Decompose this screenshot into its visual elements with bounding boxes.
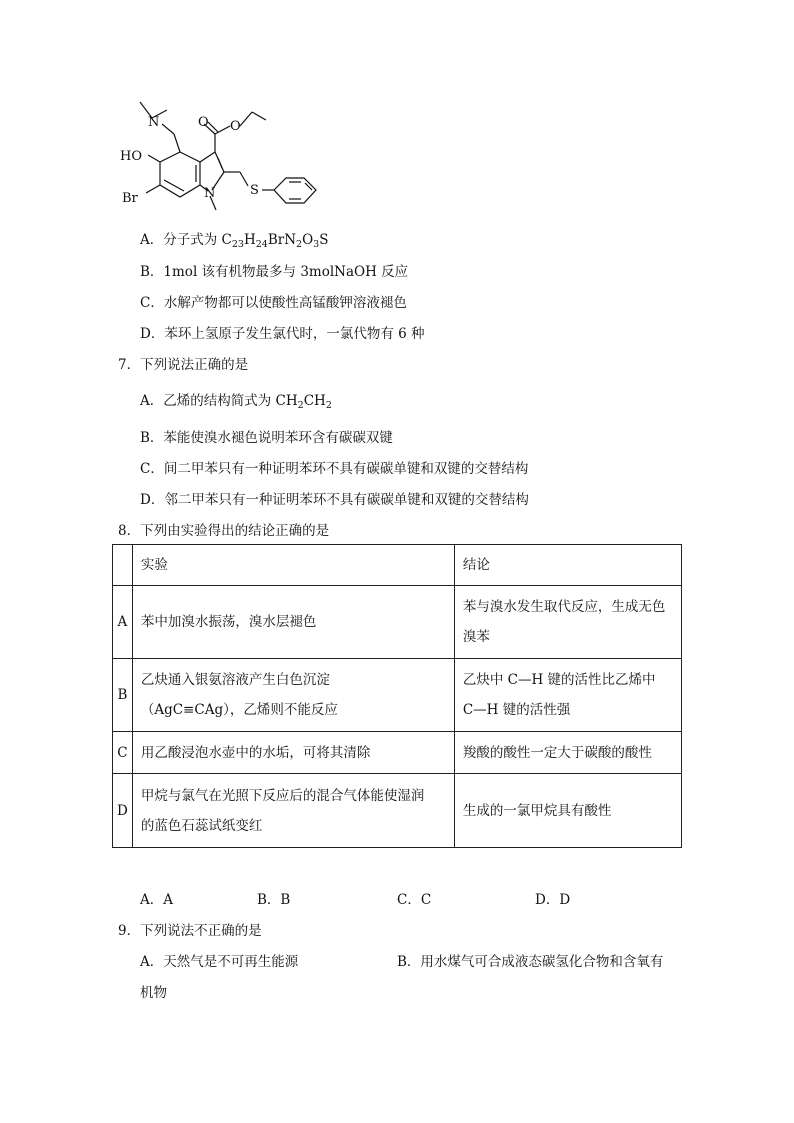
q6-option-a-brn: BrN <box>267 232 297 248</box>
q6-option-c: C．水解产物都可以使酸性高锰酸钾溶液褪色 <box>140 295 407 311</box>
row-experiment <box>132 774 454 848</box>
q7-option-d: D．邻二甲苯只有一种证明苯环不具有碳碳单键和双键的交替结构 <box>140 492 529 508</box>
conclusion-text: 乙炔中 C—H 键的活性比乙烯中 C—H 键的活性强 <box>462 672 656 718</box>
table-row <box>113 659 682 732</box>
q8-option-a: A．A <box>140 892 173 908</box>
q6-option-d: D．苯环上氢原子发生氯代时，一氯代物有 6 种 <box>140 326 425 342</box>
q7-option-c: C．间二甲苯只有一种证明苯环不具有碳碳单键和双键的交替结构 <box>140 461 529 477</box>
row-label: A <box>113 586 133 659</box>
table-row <box>113 774 682 848</box>
q6-option-a-prefix: A．分子式为 C <box>140 232 232 248</box>
header-cell-conclusion: 结论 <box>454 545 681 586</box>
q8-option-c: C．C <box>397 892 432 908</box>
q6-option-a-sub4: 3 <box>313 239 320 250</box>
q7-option-a-sub1: 2 <box>297 400 304 411</box>
row-experiment <box>132 659 454 732</box>
row-experiment <box>132 586 454 659</box>
conclusion-text: 生成的一氯甲烷具有酸性 <box>462 802 612 819</box>
row-conclusion <box>454 774 681 848</box>
q7-option-a-prefix: A．乙烯的结构简式为 CH <box>140 393 298 409</box>
table-header-row <box>113 545 682 586</box>
row-conclusion <box>454 586 681 659</box>
molecule-structure <box>112 90 332 220</box>
experiment-text: 甲烷与氯气在光照下反应后的混合气体能使湿润 的蓝色石蕊试纸变红 <box>140 787 425 834</box>
q7-option-b: B．苯能使溴水褪色说明苯环含有碳碳双键 <box>140 430 393 446</box>
atom-label-br: Br <box>122 191 138 206</box>
q7-option-a-ch: CH <box>303 393 326 409</box>
conclusion-text: 苯与溴水发生取代反应，生成无色 溴苯 <box>462 599 666 645</box>
q9-stem: 9．下列说法不正确的是 <box>118 923 262 939</box>
header-cell-label <box>113 545 133 586</box>
q7-option-a-sub2: 2 <box>325 400 332 411</box>
q6-option-a-h: H <box>243 232 256 248</box>
q6-option-a-sub2: 24 <box>255 239 268 250</box>
q7-stem: 7．下列说法正确的是 <box>118 357 249 373</box>
q9-option-b: B．用水煤气可合成液态碳氢化合物和含氧有 <box>397 954 664 970</box>
experiment-text: 乙炔通入银氨溶液产生白色沉淀 （AgC≡CAg），乙烯则不能反应 <box>140 672 338 718</box>
q8-stem: 8．下列由实验得出的结论正确的是 <box>118 523 330 539</box>
q6-option-b: B．1mol 该有机物最多与 3molNaOH 反应 <box>140 264 409 280</box>
q6-option-a-o: O <box>302 232 314 248</box>
table-row <box>113 732 682 774</box>
atom-label-s: S <box>250 183 259 198</box>
experiment-text: 苯中加溴水振荡，溴水层褪色 <box>140 614 317 630</box>
atom-label-ho: HO <box>120 149 142 164</box>
atom-label-ester-o: O <box>230 119 241 134</box>
q7-option-a <box>140 389 332 411</box>
row-experiment <box>132 732 454 774</box>
row-conclusion <box>454 659 681 732</box>
conclusion-text: 羧酸的酸性一定大于碳酸的酸性 <box>462 744 652 761</box>
table-row <box>113 586 682 659</box>
row-label: C <box>113 732 133 774</box>
atom-label-ring-n: N <box>204 186 216 201</box>
q6-option-a-sub3: 2 <box>296 239 303 250</box>
atom-label-n: N <box>148 115 160 130</box>
q6-option-a <box>140 228 328 250</box>
experiment-text: 用乙酸浸泡水壶中的水垢，可将其清除 <box>140 744 371 761</box>
q6-option-a-s: S <box>319 232 329 248</box>
row-conclusion <box>454 732 681 774</box>
q9-option-b-continued: 机物 <box>140 985 167 1001</box>
q6-option-a-sub1: 23 <box>231 239 244 250</box>
row-label: D <box>113 774 133 848</box>
q8-option-d: D．D <box>535 892 571 908</box>
experiment-table <box>112 544 682 848</box>
q9-option-a: A．天然气是不可再生能源 <box>140 954 299 970</box>
header-cell-experiment: 实验 <box>132 545 454 586</box>
atom-label-carbonyl-o: O <box>198 115 209 130</box>
row-label: B <box>113 659 133 732</box>
q8-option-b: B．B <box>257 892 291 908</box>
